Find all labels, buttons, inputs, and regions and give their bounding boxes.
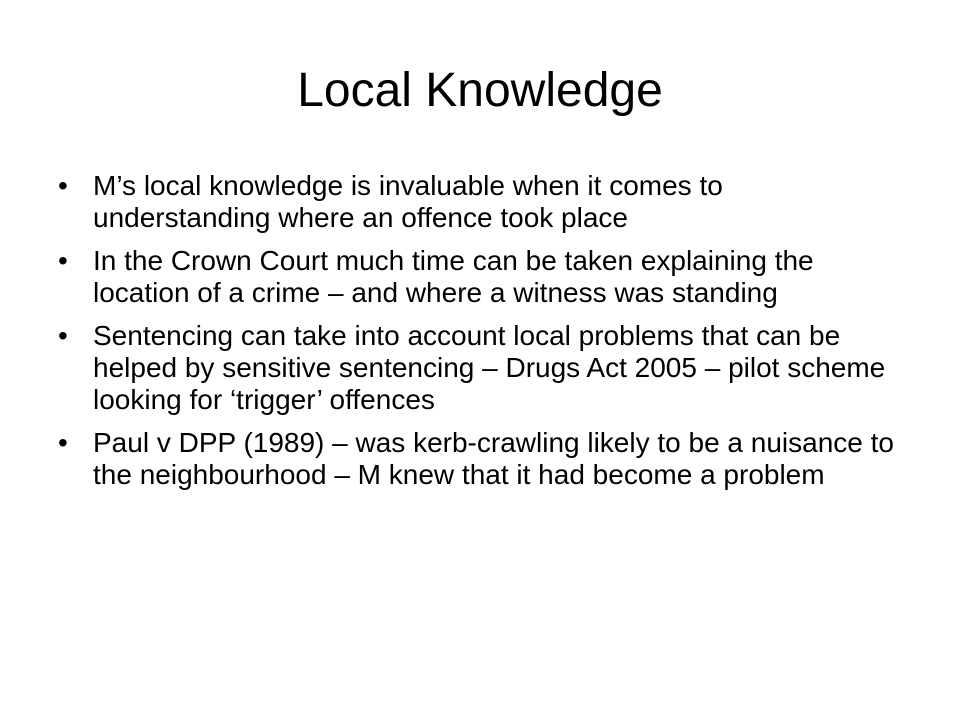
bullet-dot-icon: • [58,245,68,276]
bullet-text: Paul v DPP (1989) – was kerb-crawling likely to be a nuisance to the neighbourhood – M knew that it had become a problem [93,427,894,490]
bullet-text: In the Crown Court much time can be taken explaining the location of a crime – and where a witness was standing [93,245,814,308]
bullet-list [58,170,908,502]
bullet-item [58,427,908,491]
bullet-text: M’s local knowledge is invaluable when it comes to understanding where an offence took place [93,170,723,233]
bullet-item [58,320,908,416]
bullet-dot-icon: • [58,320,68,351]
slide-title: Local Knowledge [297,64,663,117]
bullet-dot-icon: • [58,170,68,201]
bullet-text: Sentencing can take into account local problems that can be helped by sensitive sentencing – Drugs Act 2005 – pilot scheme looking for ‘trigger’ offences [93,320,886,415]
bullet-dot-icon: • [58,427,68,458]
bullet-item [58,170,908,234]
bullet-item [58,245,908,309]
